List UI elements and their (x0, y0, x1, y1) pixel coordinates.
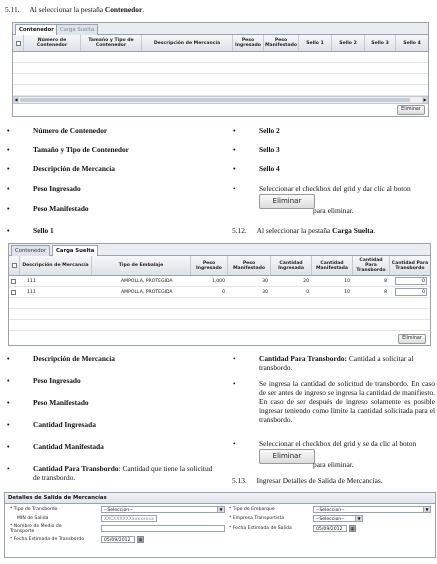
section-heading-5-12 (232, 226, 375, 235)
col-tipo-embalaje[interactable]: Tipo de Embalaje (92, 256, 191, 275)
item-rest: Cantidad a solicitar al transbordo. (259, 354, 414, 372)
col-sello-2[interactable]: Sello 2 (332, 35, 365, 51)
field-label: * Tipo de Transbordo (10, 507, 58, 512)
loose-cargo-grid (8, 243, 431, 346)
section-end: . (142, 5, 145, 14)
col-numero-contenedor[interactable]: Número de Contenedor (24, 35, 81, 51)
list-item: • Peso Manifestado (33, 204, 89, 213)
col-cantidad-transbordo-input[interactable]: Cantidad Para Transbordo (391, 260, 429, 271)
cell-peso-ingresado: 0 (222, 289, 225, 295)
cell-cantidad-ingresada: 0 (306, 289, 309, 295)
field-label: * Empresa Transportista (229, 516, 285, 521)
field-label: MIN de Salida (17, 516, 49, 521)
form-title: Detalles de Salida de Mercancías (5, 493, 435, 504)
list-item: • Número de Contenedor (33, 126, 107, 135)
list-item (259, 354, 435, 372)
chevron-down-icon[interactable]: ▼ (423, 507, 430, 512)
col-peso-ingresado[interactable]: Peso Ingresado (233, 35, 264, 51)
item-bold: Cantidad Para Transbordo: (259, 354, 348, 363)
section-text: Al seleccionar la pestaña (256, 226, 333, 235)
row-checkbox[interactable] (11, 290, 16, 295)
section-heading-5-11 (5, 5, 144, 14)
min-salida-input[interactable]: XXCXXXXXXxxxxxxxx (101, 515, 157, 522)
container-grid (12, 22, 429, 117)
section-bold: Contenedor (104, 5, 143, 14)
section-heading-5-13 (232, 476, 383, 485)
field-label: * Nombre de Medio de Transporte (10, 524, 62, 534)
list-item: • Cantidad Manifestada (33, 442, 104, 451)
section-end: . (373, 226, 376, 235)
scroll-right-icon[interactable]: ▶ (423, 97, 427, 102)
list-item: • Peso Ingresado (33, 184, 81, 193)
tab-contenedor[interactable]: Contenedor (15, 24, 58, 35)
instruction-tail: para eliminar. (313, 460, 354, 469)
row-checkbox-cell (11, 276, 19, 286)
calendar-icon[interactable]: ▦ (350, 526, 355, 532)
tipo-transbordo-select[interactable] (101, 506, 225, 513)
table-row (13, 52, 428, 63)
list-item: • Peso Manifestado (33, 398, 89, 407)
field-label: * Tipo de Embarque (229, 507, 275, 512)
list-item: • Sello 1 (33, 226, 54, 235)
col-tamano-tipo[interactable]: Tamaño y Tipo de Contenedor (81, 35, 142, 51)
select-all-checkbox[interactable] (16, 41, 21, 46)
cell-descripcion: 111 (27, 289, 36, 295)
table-row[interactable] (9, 276, 430, 287)
cell-peso-ingresado: 1,000 (211, 278, 225, 284)
list-item: • Sello 4 (259, 164, 280, 173)
table-row (13, 63, 428, 74)
cell-cantidad-transbordo: 8 (384, 278, 387, 284)
table-row (9, 298, 430, 309)
col-peso-manifestado[interactable]: Peso Manifestado (228, 256, 271, 275)
tipo-embarque-select[interactable] (313, 506, 431, 513)
col-sello-1[interactable]: Sello 1 (299, 35, 332, 51)
list-item: • Tamaño y Tipo de Contenedor (33, 145, 129, 154)
chevron-down-icon[interactable]: ▼ (355, 516, 362, 521)
col-peso-ingresado[interactable]: Peso Ingresado (191, 256, 228, 275)
nombre-medio-input[interactable] (101, 525, 225, 532)
select-all-cell (13, 35, 24, 51)
select-all-checkbox[interactable] (12, 263, 17, 268)
list-item: • Peso Ingresado (33, 376, 81, 385)
col-sello-3[interactable]: Sello 3 (365, 35, 396, 51)
table-row (13, 85, 428, 96)
scroll-thumb[interactable] (20, 98, 410, 102)
col-cantidad-transbordo[interactable]: Cantidad Para Transbordo (353, 256, 390, 275)
table-row[interactable] (9, 287, 430, 298)
list-item: • Cantidad Ingresada (33, 420, 96, 429)
select-value: --Seleccion-- (316, 508, 345, 513)
delete-button[interactable]: Eliminar (397, 105, 425, 115)
list-item: • Descripción de Mercancía (33, 354, 115, 363)
inline-delete-button: Eliminar (259, 194, 315, 209)
empresa-select[interactable] (313, 515, 363, 522)
select-all-cell (9, 256, 20, 275)
list-item: • Sello 2 (259, 126, 280, 135)
transbordo-input[interactable]: 0 (395, 277, 427, 285)
select-value: --Seleccion-- (104, 508, 133, 513)
section-text: Ingresar Detalles de Salida de Mercancías. (256, 476, 383, 485)
cell-peso-manifestado: 30 (262, 289, 268, 295)
col-sello-4[interactable]: Sello 4 (403, 40, 421, 46)
col-descripcion[interactable]: Descripción de Mercancía (20, 256, 92, 275)
chevron-down-icon[interactable]: ▼ (217, 507, 224, 512)
select-value: --Seleccion-- (316, 517, 345, 522)
row-checkbox-cell (11, 287, 19, 297)
item-bold: Cantidad Para Transbordo (33, 464, 119, 473)
cell-cantidad-manifestada: 10 (344, 289, 350, 295)
list-item (33, 464, 215, 482)
section-text: Al seleccionar la pestaña (29, 5, 105, 14)
row-checkbox[interactable] (11, 279, 16, 284)
grid-header (9, 256, 430, 276)
table-row (13, 74, 428, 85)
inline-delete-button: Eliminar (259, 449, 315, 464)
horizontal-scrollbar[interactable] (13, 96, 428, 104)
exit-details-form (4, 492, 436, 558)
grid-tabs (13, 23, 428, 35)
transbordo-input[interactable]: 0 (395, 288, 427, 296)
grid-header (13, 35, 428, 52)
section-bold: Carga Suelta (332, 226, 374, 235)
tab-carga-suelta[interactable]: Carga Suelta (56, 24, 98, 35)
cell-cantidad-transbordo: 8 (384, 289, 387, 295)
cell-tipo-embalaje: AMPOLLA, PROTEGIDA (121, 278, 173, 284)
cell-tipo-embalaje: AMPOLLA, PROTEGIDA (121, 289, 173, 295)
scroll-left-icon[interactable]: ◀ (14, 97, 18, 102)
tab-contenedor[interactable]: Contenedor (11, 245, 50, 256)
col-cantidad-ingresada[interactable]: Cantidad Ingresada (271, 256, 312, 275)
calendar-icon[interactable]: ▦ (138, 537, 143, 543)
section-number: 5.13. (232, 476, 247, 485)
col-cantidad-manifestada[interactable]: Cantidad Manifestada (312, 256, 353, 275)
list-item: • Seleccionar el checkbox del grid y se da clic al boton (259, 439, 437, 448)
cell-peso-manifestado: 30 (262, 278, 268, 284)
list-item: • Seleccionar el checkbox del grid y dar clic al boton (259, 184, 434, 193)
table-row (9, 320, 430, 331)
list-item: • Descripción de Mercancía (33, 164, 115, 173)
cell-cantidad-manifestada: 10 (344, 278, 350, 284)
list-item: • Se ingresa la cantidad de solicitud de transbordo. En caso de ser antes de ingreso se ingresa la cantidad de manifiesto. En caso de ser después de ingreso solamente es posible ingresar teniendo como límite la cantidad solicitada para el transbordo. (259, 379, 435, 424)
list-item: • Sello 3 (259, 145, 280, 154)
fecha-salida-input[interactable]: 05/09/2012 (313, 525, 347, 532)
field-label: * Fecha Estimada de Salida (229, 526, 292, 531)
delete-button[interactable]: Eliminar (398, 334, 426, 344)
item-rest: : Cantidad que tiene la solicitud de transbordo. (33, 464, 213, 482)
cell-descripcion: 111 (27, 278, 36, 284)
section-number: 5.12. (232, 226, 247, 235)
fecha-transbordo-input[interactable]: 05/09/2012 (101, 536, 135, 543)
grid-tabs (9, 244, 430, 256)
section-number: 5.11. (5, 5, 20, 14)
table-row (9, 309, 430, 320)
col-descripcion[interactable]: Descripción de Mercancía (142, 35, 233, 51)
tab-carga-suelta[interactable]: Carga Suelta (52, 245, 98, 256)
cell-cantidad-ingresada: 20 (303, 278, 309, 284)
col-peso-manifestado[interactable]: Peso Manifestado (264, 35, 299, 51)
instruction-tail: para eliminar. (313, 206, 354, 215)
field-label: * Fecha Estimada de Transbordo (10, 537, 85, 542)
